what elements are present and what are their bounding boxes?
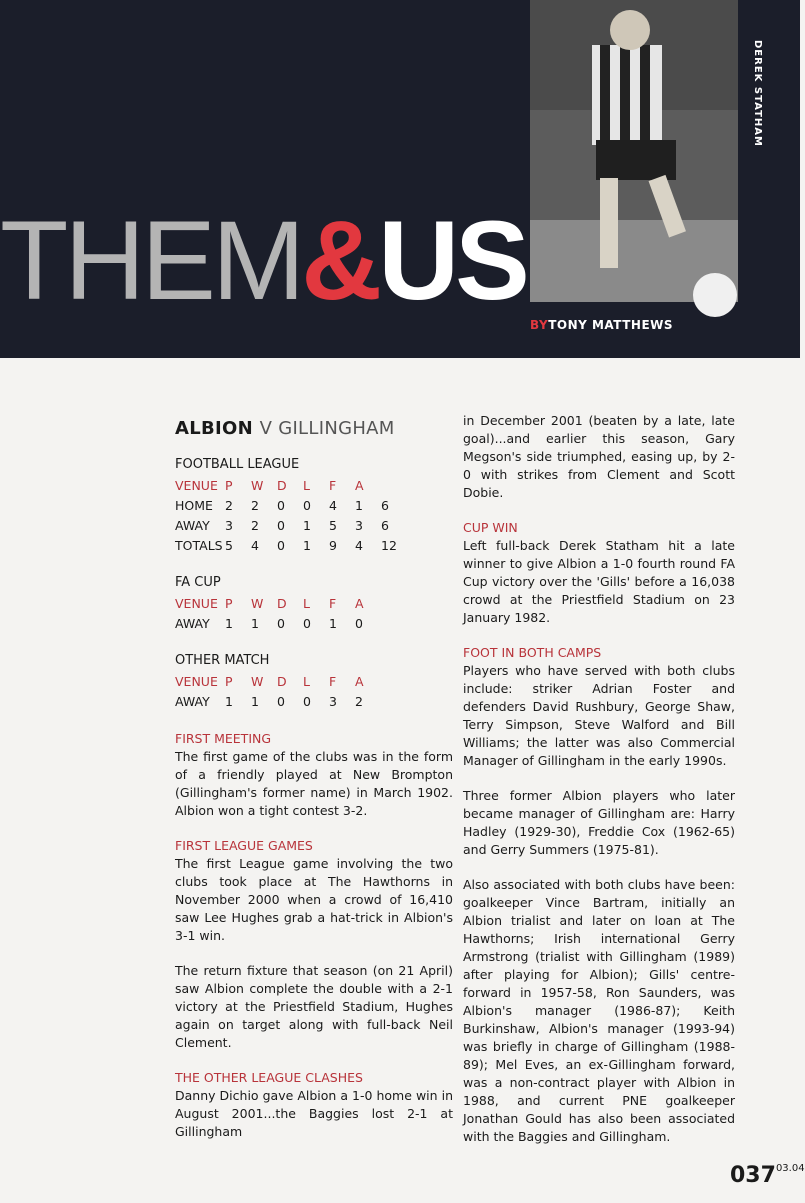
first-league-games-text-2: The return fixture that season (on 21 April) saw Albion complete the double with a 2-1 victory at the Priestfield Stadium, Hughes again on target along with full-back Neil Clement.: [175, 963, 453, 1050]
col-d: D: [277, 674, 287, 689]
page-title: [0, 198, 526, 323]
cell: 12: [381, 538, 397, 553]
first-meeting-heading: FIRST MEETING: [175, 731, 272, 746]
team-albion: ALBION: [175, 418, 253, 439]
cell: 0: [277, 538, 285, 553]
fa-cup-table: [175, 594, 381, 634]
cell: 1: [251, 694, 259, 709]
cell: 3: [355, 518, 363, 533]
cell: AWAY: [175, 694, 210, 709]
other-league-clashes-heading: THE OTHER LEAGUE CLASHES: [175, 1070, 363, 1085]
header-banner: [0, 0, 800, 358]
col-venue: VENUE: [175, 596, 218, 611]
cell: 0: [303, 616, 311, 631]
football-league-table: [175, 476, 407, 556]
player-photo: [530, 0, 738, 302]
col-p: P: [225, 478, 233, 493]
col-d: D: [277, 478, 287, 493]
cell: 0: [355, 616, 363, 631]
cell: 4: [329, 498, 337, 513]
cell: 2: [251, 518, 259, 533]
cell: 0: [303, 694, 311, 709]
first-meeting-text: The first game of the clubs was in the form of a friendly played at New Brompton (Gillingham's former name) in March 1902. Albion won a tight contest 3-2.: [175, 749, 453, 818]
cell: 9: [329, 538, 337, 553]
foot-in-both-camps-text-2: Three former Albion players who later became manager of Gillingham are: Harry Hadley (1929-30), Freddie Cox (1962-65) and Gerry Summers (1975-81).: [463, 788, 735, 857]
first-league-games-heading: FIRST LEAGUE GAMES: [175, 838, 313, 853]
cell: AWAY: [175, 518, 210, 533]
cell: 6: [381, 518, 389, 533]
col-a: A: [355, 596, 364, 611]
col-f: F: [329, 596, 337, 611]
other-match-table: [175, 672, 381, 712]
table-row: [175, 516, 407, 536]
col-l: L: [303, 674, 310, 689]
cell: 0: [277, 694, 285, 709]
other-league-clashes-continued: in December 2001 (beaten by a late, late goal)...and earlier this season, Gary Megson's side triumphed, easing up, by 2-0 with strikes from Clement and Scott Dobie.: [463, 413, 735, 500]
match-title: [175, 420, 453, 438]
title-ampersand: &: [301, 198, 379, 323]
cell: 1: [225, 616, 233, 631]
cell: 4: [251, 538, 259, 553]
col-a: A: [355, 478, 364, 493]
title-us: US: [378, 198, 526, 323]
cell: 1: [251, 616, 259, 631]
other-match-label: OTHER MATCH: [175, 653, 270, 668]
cell: 0: [277, 498, 285, 513]
table-row: [175, 614, 381, 634]
player-photo-illustration: [530, 0, 738, 302]
photo-caption: DEREK STATHAM: [752, 40, 763, 147]
team-versus: V GILLINGHAM: [259, 418, 395, 439]
col-p: P: [225, 596, 233, 611]
issue-date: 03.04: [775, 1163, 805, 1174]
col-l: L: [303, 596, 310, 611]
col-venue: VENUE: [175, 478, 218, 493]
table-row: [175, 496, 407, 516]
cup-win-text: Left full-back Derek Statham hit a late winner to give Albion a 1-0 fourth round FA Cup victory over the 'Gills' before a 16,038 crowd at the Priestfield Stadium on 23 January 1982.: [463, 538, 735, 625]
col-l: L: [303, 478, 310, 493]
cell: 1: [303, 518, 311, 533]
other-league-clashes-text: Danny Dichio gave Albion a 1-0 home win in August 2001...the Baggies lost 2-1 at Gillingham: [175, 1088, 453, 1139]
foot-in-both-camps-heading: FOOT IN BOTH CAMPS: [463, 645, 602, 660]
table-header-row: [175, 594, 381, 614]
col-p: P: [225, 674, 233, 689]
right-column: [463, 412, 735, 1163]
col-w: W: [251, 596, 264, 611]
cell: 0: [303, 498, 311, 513]
first-league-games-text: The first League game involving the two clubs took place at The Hawthorns in November 2000 when a crowd of 16,410 saw Lee Hughes grab a hat-trick in Albion's 3-1 win.: [175, 856, 453, 943]
title-them: THEM: [0, 198, 302, 323]
cup-win-heading: CUP WIN: [463, 520, 518, 535]
col-w: W: [251, 674, 264, 689]
col-d: D: [277, 596, 287, 611]
col-w: W: [251, 478, 264, 493]
cell: 5: [329, 518, 337, 533]
foot-in-both-camps-text-3: Also associated with both clubs have been: goalkeeper Vince Bartram, initially an Albion trialist and later on loan at The Hawthorns; Irish international Gerry Armstrong (trialist with Gillingham (1989) after playing for Albion); Gills' centre-forward in 1957-58, Ron Saunders, was Albion's manager (1986-87); Keith Burkinshaw, Albion's manager (1993-94) was briefly in charge of Gillingham (1988-89); Mel Eves, an ex-Gillingham forward, was a non-contract player with Albion in 1988, and current PNE goalkeeper Jonathan Gould has also been associated with the Baggies and Gillingham.: [463, 877, 735, 1144]
col-f: F: [329, 674, 337, 689]
cell: 6: [381, 498, 389, 513]
table-row: [175, 692, 381, 712]
byline-author: TONY MATTHEWS: [548, 318, 674, 332]
page-number: [730, 1163, 805, 1188]
cell: 1: [329, 616, 337, 631]
cell: 3: [225, 518, 233, 533]
col-venue: VENUE: [175, 674, 218, 689]
cell: 5: [225, 538, 233, 553]
cell: 0: [277, 616, 285, 631]
table-header-row: [175, 672, 381, 692]
cell: 2: [355, 694, 363, 709]
byline-prefix: BY: [530, 318, 549, 332]
table-header-row: [175, 476, 407, 496]
cell: AWAY: [175, 616, 210, 631]
left-column: [175, 420, 453, 1158]
byline: [530, 318, 673, 332]
fa-cup-label: FA CUP: [175, 575, 221, 590]
cell: 4: [355, 538, 363, 553]
cell: TOTALS: [175, 538, 223, 553]
cell: 0: [277, 518, 285, 533]
cell: 1: [225, 694, 233, 709]
col-a: A: [355, 674, 364, 689]
page-number-value: 037: [730, 1163, 776, 1188]
football-league-label: FOOTBALL LEAGUE: [175, 457, 300, 472]
cell: 2: [225, 498, 233, 513]
foot-in-both-camps-text: Players who have served with both clubs include: striker Adrian Foster and defenders David Rushbury, George Shaw, Terry Simpson, Steve Walford and Bill Williams; the latter was also Commercial Manager of Gillingham in the early 1990s.: [463, 663, 735, 768]
cell: 3: [329, 694, 337, 709]
cell: 2: [251, 498, 259, 513]
col-f: F: [329, 478, 337, 493]
cell: HOME: [175, 498, 213, 513]
table-row: [175, 536, 407, 556]
cell: 1: [303, 538, 311, 553]
cell: 1: [355, 498, 363, 513]
